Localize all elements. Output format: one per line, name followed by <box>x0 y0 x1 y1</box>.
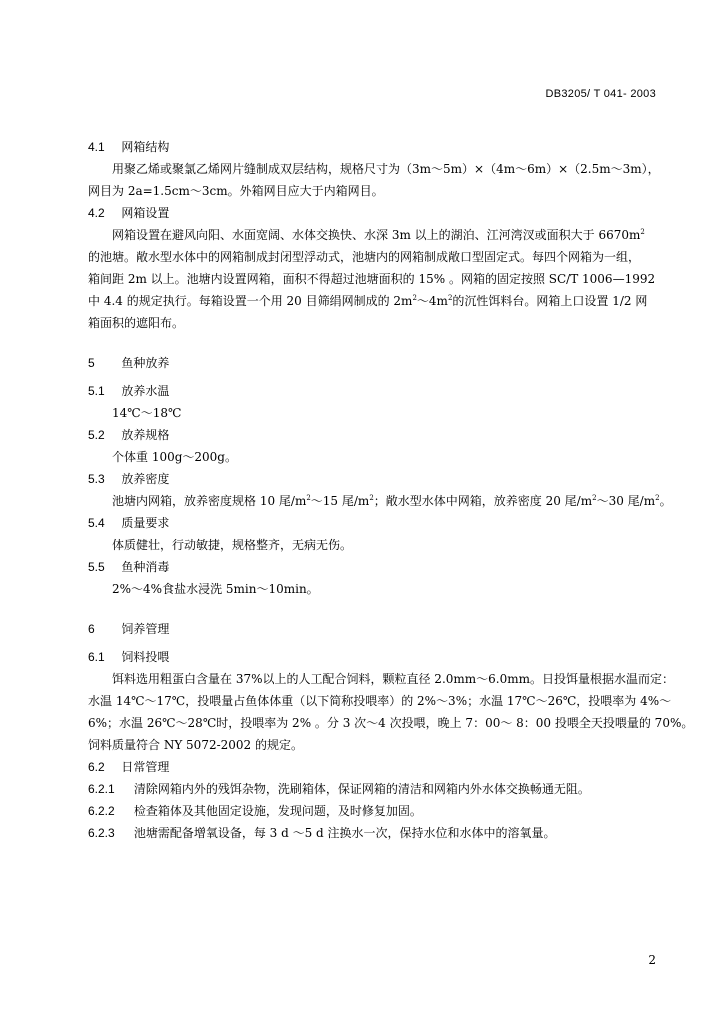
text-run: ～15 尾/m <box>310 494 370 508</box>
section-4-1-heading <box>88 136 656 158</box>
paragraph-line <box>88 224 656 246</box>
section-title: 饲料投喂 <box>121 650 170 664</box>
section-5-2-heading <box>88 424 656 446</box>
section-4-2-heading <box>88 202 656 224</box>
section-title: 放养水温 <box>121 384 170 398</box>
section-title: 鱼种消毒 <box>121 560 170 574</box>
section-number: 4.1 <box>88 140 105 154</box>
text-run: 网箱设置在避风向阳、水面宽阔、水体交换快、水深 3m 以上的湖泊、江河湾汊或面积大于 6670m <box>112 228 641 242</box>
document-body <box>88 136 694 844</box>
clause-6-2-2 <box>88 800 656 822</box>
paragraph-line: 2%～4%食盐水浸洗 5min～10min。 <box>112 582 319 596</box>
section-title: 网箱结构 <box>121 140 170 154</box>
text-run: 中 4.4 的规定执行。每箱设置一个用 20 目筛绢网制成的 2m <box>88 294 413 308</box>
chapter-title: 鱼种放养 <box>121 356 170 370</box>
section-5-4-heading <box>88 512 656 534</box>
section-5-1-heading <box>88 380 656 402</box>
section-title: 放养规格 <box>121 428 170 442</box>
chapter-title: 饲养管理 <box>121 622 170 636</box>
paragraph-line: 饲料质量符合 NY 5072-2002 的规定。 <box>88 738 303 752</box>
section-5-3-heading <box>88 468 656 490</box>
superscript: 2 <box>592 494 597 502</box>
paragraph-line: 箱间距 2m 以上。池塘内设置网箱，面积不得超过池塘面积的 15% 。网箱的固定按照 SC/T 1006—1992 <box>88 272 656 286</box>
superscript: 2 <box>447 294 453 302</box>
section-title: 质量要求 <box>121 516 170 530</box>
section-title: 网箱设置 <box>121 206 170 220</box>
superscript: 2 <box>412 294 417 302</box>
clause-text: 清除网箱内外的残饵杂物，洗刷箱体，保证网箱的清洁和网箱内外水体交换畅通无阻。 <box>133 782 590 796</box>
section-title: 日常管理 <box>121 760 170 774</box>
paragraph-line: 用聚乙烯或聚氯乙烯网片缝制成双层结构，规格尺寸为（3m～5m）×（4m～6m）×（2.5m～3m）， <box>112 162 660 176</box>
doc-code: DB3205/ T 041- 2003 <box>545 88 656 100</box>
paragraph-line: 网目为 2a=1.5cm～3cm。外箱网目应大于内箱网目。 <box>88 184 384 198</box>
paragraph-line: 14℃～18℃ <box>112 406 182 420</box>
section-number: 6.2 <box>88 760 105 774</box>
text-run: 。 <box>659 494 672 508</box>
clause-number: 6.2.2 <box>88 804 115 818</box>
paragraph-line <box>88 490 672 512</box>
paragraph-line: 体质健壮，行动敏捷，规格整齐，无病无伤。 <box>112 538 353 552</box>
paragraph-line: 箱面积的遮阳布。 <box>88 316 185 330</box>
section-6-2-heading <box>88 756 656 778</box>
chapter-6-heading <box>88 618 656 640</box>
paragraph-line: 的池塘。敞水型水体中的网箱制成封闭型浮动式，池塘内的网箱制成敞口型固定式。每四个网箱为一组， <box>88 250 641 264</box>
section-number: 5.2 <box>88 428 105 442</box>
text-run: 的沉性饵料台。网箱上口设置 1/2 网 <box>452 294 648 308</box>
section-number: 5.1 <box>88 384 105 398</box>
text-run: ～30 尾/m <box>596 494 656 508</box>
section-title: 放养密度 <box>121 472 170 486</box>
paragraph-line: 饵料选用粗蛋白含量在 37%以上的人工配合饲料，颗粒直径 2.0mm～6.0mm。日投饵量根据水温而定： <box>112 672 674 686</box>
section-5-5-heading <box>88 556 656 578</box>
superscript: 2 <box>369 494 374 502</box>
clause-text: 检查箱体及其他固定设施，发现问题，及时修复加固。 <box>133 804 422 818</box>
superscript: 2 <box>306 494 311 502</box>
paragraph-line: 个体重 100g～200g。 <box>112 450 237 464</box>
text-run: 池塘内网箱，放养密度规格 10 尾/m <box>112 494 307 508</box>
section-number: 4.2 <box>88 206 105 220</box>
clause-number: 6.2.3 <box>88 826 115 840</box>
section-number: 5.3 <box>88 472 105 486</box>
section-number: 6.1 <box>88 650 105 664</box>
chapter-number: 6 <box>88 622 95 636</box>
section-6-1-heading <box>88 646 656 668</box>
clause-6-2-3 <box>88 822 656 844</box>
superscript: 2 <box>655 494 660 502</box>
paragraph-line: 水温 14℃～17℃，投喂量占鱼体体重（以下简称投喂率）的 2%～3%；水温 17℃～26℃，投喂率为 4%～ <box>88 694 672 708</box>
paragraph-line: 6%；水温 26℃～28℃时，投喂率为 2% 。分 3 次～4 次投喂，晚上 7：00～ 8：00 投喂全天投喂量的 70%。 <box>88 716 694 730</box>
chapter-number: 5 <box>88 356 95 370</box>
chapter-5-heading <box>88 352 656 374</box>
page-number: 2 <box>648 953 656 967</box>
clause-number: 6.2.1 <box>88 782 115 796</box>
section-number: 5.5 <box>88 560 105 574</box>
superscript: 2 <box>640 228 645 236</box>
clause-6-2-1 <box>88 778 656 800</box>
clause-text: 池塘需配备增氧设备，每 3 d ～5 d 注换水一次，保持水位和水体中的溶氧量。 <box>133 826 556 840</box>
text-run: ；敞水型水体中网箱，放养密度 20 尾/m <box>373 494 593 508</box>
text-run: ～4m <box>416 294 448 308</box>
paragraph-line <box>88 290 656 312</box>
section-number: 5.4 <box>88 516 105 530</box>
